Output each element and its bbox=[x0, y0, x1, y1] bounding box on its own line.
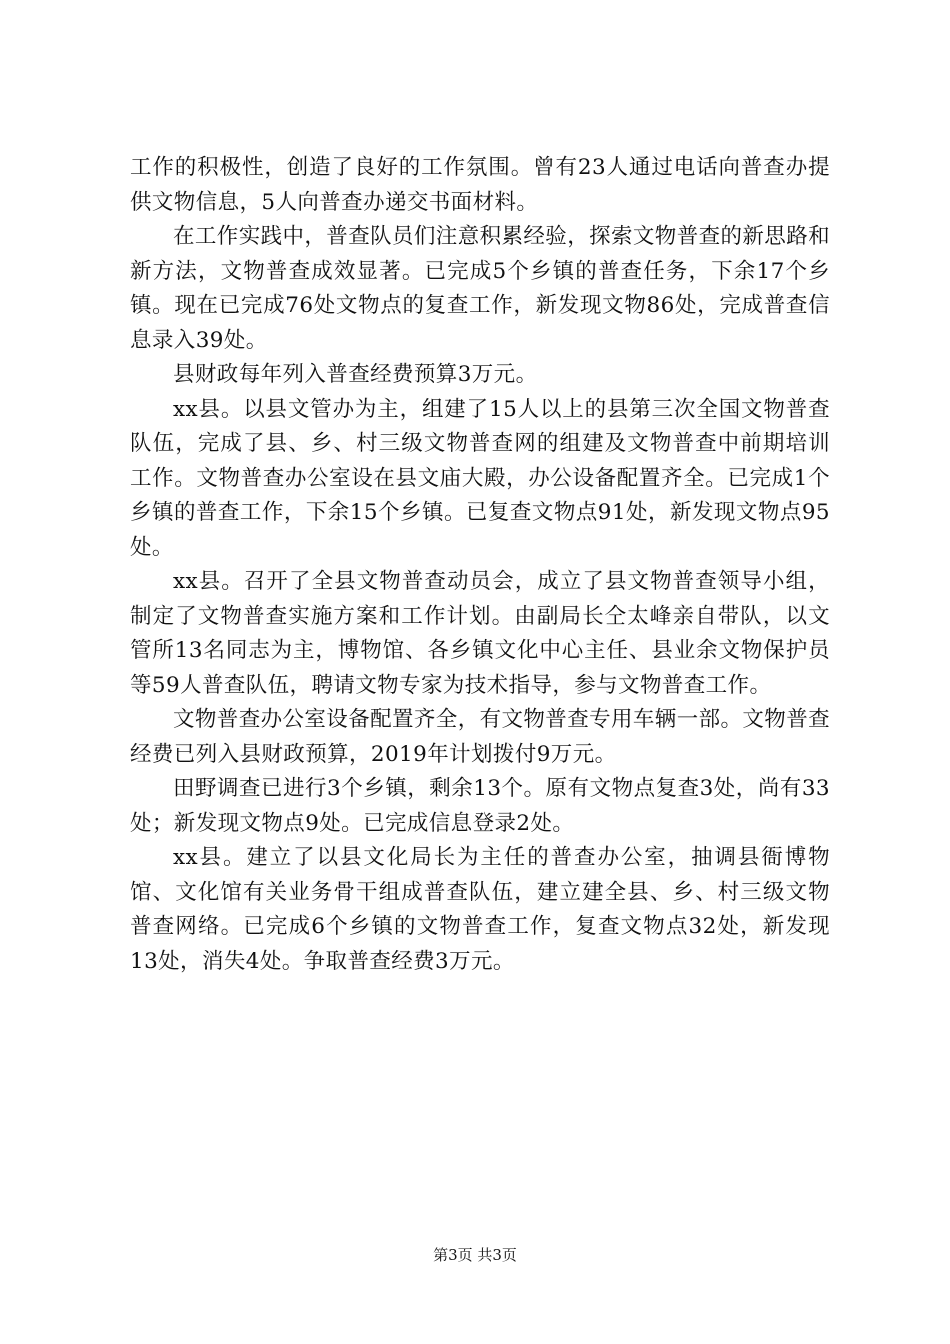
paragraph: 县财政每年列入普查经费预算3万元。 bbox=[173, 362, 538, 387]
paragraph: 在工作实践中，普查队员们注意积累经验，探索文物普查的新思路和新方法，文物普查成效显著。已完成5个乡镇的普查任务，下余17个乡镇。现在已完成76处文物点的复查工作，新发现文物86处，完成普查信息录入39处。 bbox=[130, 224, 831, 353]
paragraph: xx县。召开了全县文物普查动员会，成立了县文物普查领导小组，制定了文物普查实施方案和工作计划。由副局长仝太峰亲自带队，以文管所13名同志为主，博物馆、各乡镇文化中心主任、县业余文物保护员等59人普查队伍，聘请文物专家为技术指导，参与文物普查工作。 bbox=[130, 569, 830, 698]
paragraph: 工作的积极性，创造了良好的工作氛围。曾有23人通过电话向普查办提供文物信息，5人向普查办递交书面材料。 bbox=[130, 155, 830, 215]
paragraph: 田野调查已进行3个乡镇，剩余13个。原有文物点复查3处，尚有33处；新发现文物点9处。已完成信息登录2处。 bbox=[130, 776, 830, 836]
page-number: 第3页 共3页 bbox=[433, 1246, 517, 1264]
paragraph: xx县。以县文管办为主，组建了15人以上的县第三次全国文物普查队伍，完成了县、乡、村三级文物普查网的组建及文物普查中前期培训工作。文物普查办公室设在县文庙大殿，办公设备配置齐全。已完成1个乡镇的普查工作，下余15个乡镇。已复查文物点91处，新发现文物点95处。 bbox=[130, 396, 830, 560]
paragraph: 文物普查办公室设备配置齐全，有文物普查专用车辆一部。文物普查经费已列入县财政预算，2019年计划拨付9万元。 bbox=[130, 707, 831, 767]
document-body bbox=[130, 151, 830, 979]
page-footer bbox=[0, 1245, 950, 1265]
paragraph: xx县。建立了以县文化局长为主任的普查办公室，抽调县衙博物馆、文化馆有关业务骨干组成普查队伍，建立建全县、乡、村三级文物普查网络。已完成6个乡镇的文物普查工作，复查文物点32处，新发现13处，消失4处。争取普查经费3万元。 bbox=[130, 845, 830, 974]
